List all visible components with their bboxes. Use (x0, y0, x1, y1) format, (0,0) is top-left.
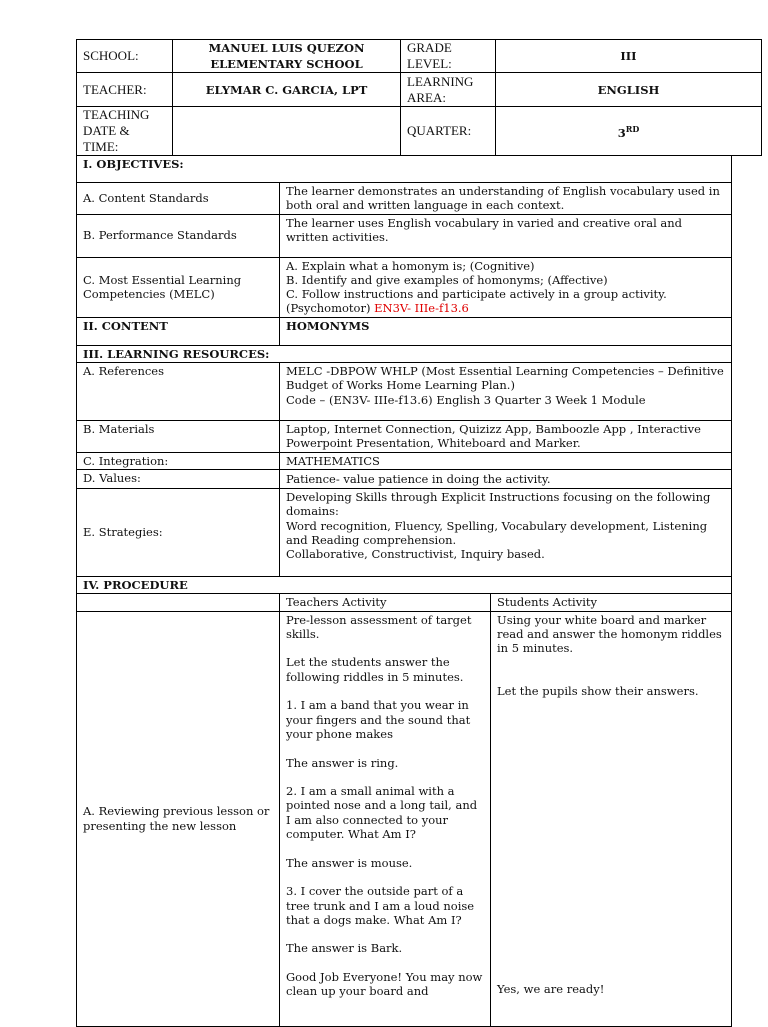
content-standards-text: The learner demonstrates an understanding of English vocabulary used in both oral and written language in each context. (280, 183, 732, 215)
teaching-date-value (173, 107, 401, 156)
materials-text: Laptop, Internet Connection, Quizizz App, Bamboozle App , Interactive Powerpoint Presentation, Whiteboard and Marker. (280, 421, 732, 453)
quarter-value: 3RD (496, 107, 762, 156)
content-standards-row (77, 183, 732, 215)
values-label: D. Values: (77, 469, 280, 488)
references-row (77, 363, 732, 421)
strategies-text: Developing Skills through Explicit Instructions focusing on the following domains: Word recognition, Fluency, Spelling, Vocabulary development, Listening and Reading comprehension. Collaborative, Constructivist, Inquiry based. (280, 488, 732, 576)
performance-standards-text: The learner uses English vocabulary in varied and creative oral and written activities. (280, 214, 732, 257)
melc-row (77, 257, 732, 317)
references-label: A. References (77, 363, 280, 421)
students-activity-text-2: Let the pupils show their answers. (497, 684, 699, 699)
teacher-label: TEACHER: (77, 73, 173, 107)
step-a-row (77, 611, 732, 1026)
content-value: HOMONYMS (280, 317, 732, 345)
grade-level-value: III (496, 40, 762, 73)
lesson-plan-table (76, 155, 732, 1027)
procedure-heading: IV. PROCEDURE (77, 576, 732, 593)
objectives-row (77, 156, 732, 183)
school-value: MANUEL LUIS QUEZON ELEMENTARY SCHOOL (173, 40, 401, 73)
materials-row (77, 421, 732, 453)
header-row-date (77, 107, 762, 156)
content-standards-label: A. Content Standards (77, 183, 280, 215)
performance-standards-label: B. Performance Standards (77, 214, 280, 257)
header-row-school (77, 40, 762, 73)
learning-area-value: ENGLISH (496, 73, 762, 107)
students-activity-text-1: Using your white board and marker read and answer the homonym riddles in 5 minutes. (497, 612, 722, 656)
content-heading: II. CONTENT (77, 317, 280, 345)
melc-item-a: A. Explain what a homonym is; (Cognitive) (286, 258, 535, 273)
integration-row (77, 452, 732, 469)
teaching-date-label: TEACHING DATE & TIME: (77, 107, 173, 156)
activity-header-blank (77, 594, 280, 611)
references-text: MELC -DBPOW WHLP (Most Essential Learning Competencies – Definitive Budget of Works Home Learning Plan.) Code – (EN3V- IIIe-f13.6) English 3 Quarter 3 Week 1 Module (280, 363, 732, 421)
school-label: SCHOOL: (77, 40, 173, 73)
students-activity-text-3: Yes, we are ready! (497, 981, 605, 996)
strategies-row (77, 488, 732, 576)
content-row (77, 317, 732, 345)
materials-label: B. Materials (77, 421, 280, 453)
melc-code: EN3V- IIIe-f13.6 (374, 301, 469, 316)
step-a-label: A. Reviewing previous lesson or presenting the new lesson (77, 611, 280, 1026)
procedure-row (77, 576, 732, 593)
performance-standards-row (77, 214, 732, 257)
students-activity-header: Students Activity (491, 594, 732, 611)
melc-text (280, 257, 732, 317)
values-row (77, 469, 732, 488)
integration-text: MATHEMATICS (280, 452, 732, 469)
header-row-teacher (77, 73, 762, 107)
resources-heading: III. LEARNING RESOURCES: (77, 345, 732, 362)
melc-item-b: B. Identify and give examples of homonyms; (Affective) (286, 272, 608, 287)
quarter-suffix: RD (625, 124, 640, 135)
quarter-label: QUARTER: (401, 107, 496, 156)
header-table (76, 39, 762, 156)
grade-level-label: GRADE LEVEL: (401, 40, 496, 73)
melc-item-c: C. Follow instructions and participate actively in a group activity. (Psychomotor) EN3V- IIIe-f13.6 (286, 287, 667, 316)
students-activity-cell (491, 611, 732, 1026)
learning-area-label: LEARNING AREA: (401, 73, 496, 107)
resources-row (77, 345, 732, 362)
activity-header-row (77, 594, 732, 611)
melc-label: C. Most Essential Learning Competencies (MELC) (77, 257, 280, 317)
teachers-activity-text: Pre-lesson assessment of target skills. Let the students answer the following riddles in 5 minutes. 1. I am a band that you wear in your fingers and the sound that your phone makes The answer is ring. 2. I am a small animal with a pointed nose and a long tail, and I am also connected to your computer. What Am I? The answer is mouse. 3. I cover the outside part of a tree trunk and I am a loud noise that a dogs make. What Am I? The answer is Bark. Good Job Everyone! You may now clean up your board and (280, 611, 491, 1026)
strategies-label: E. Strategies: (77, 488, 280, 576)
integration-label: C. Integration: (77, 452, 280, 469)
objectives-heading: I. OBJECTIVES: (77, 156, 732, 183)
teacher-value: ELYMAR C. GARCIA, LPT (173, 73, 401, 107)
values-text: Patience- value patience in doing the activity. (280, 469, 732, 488)
teachers-activity-header: Teachers Activity (280, 594, 491, 611)
